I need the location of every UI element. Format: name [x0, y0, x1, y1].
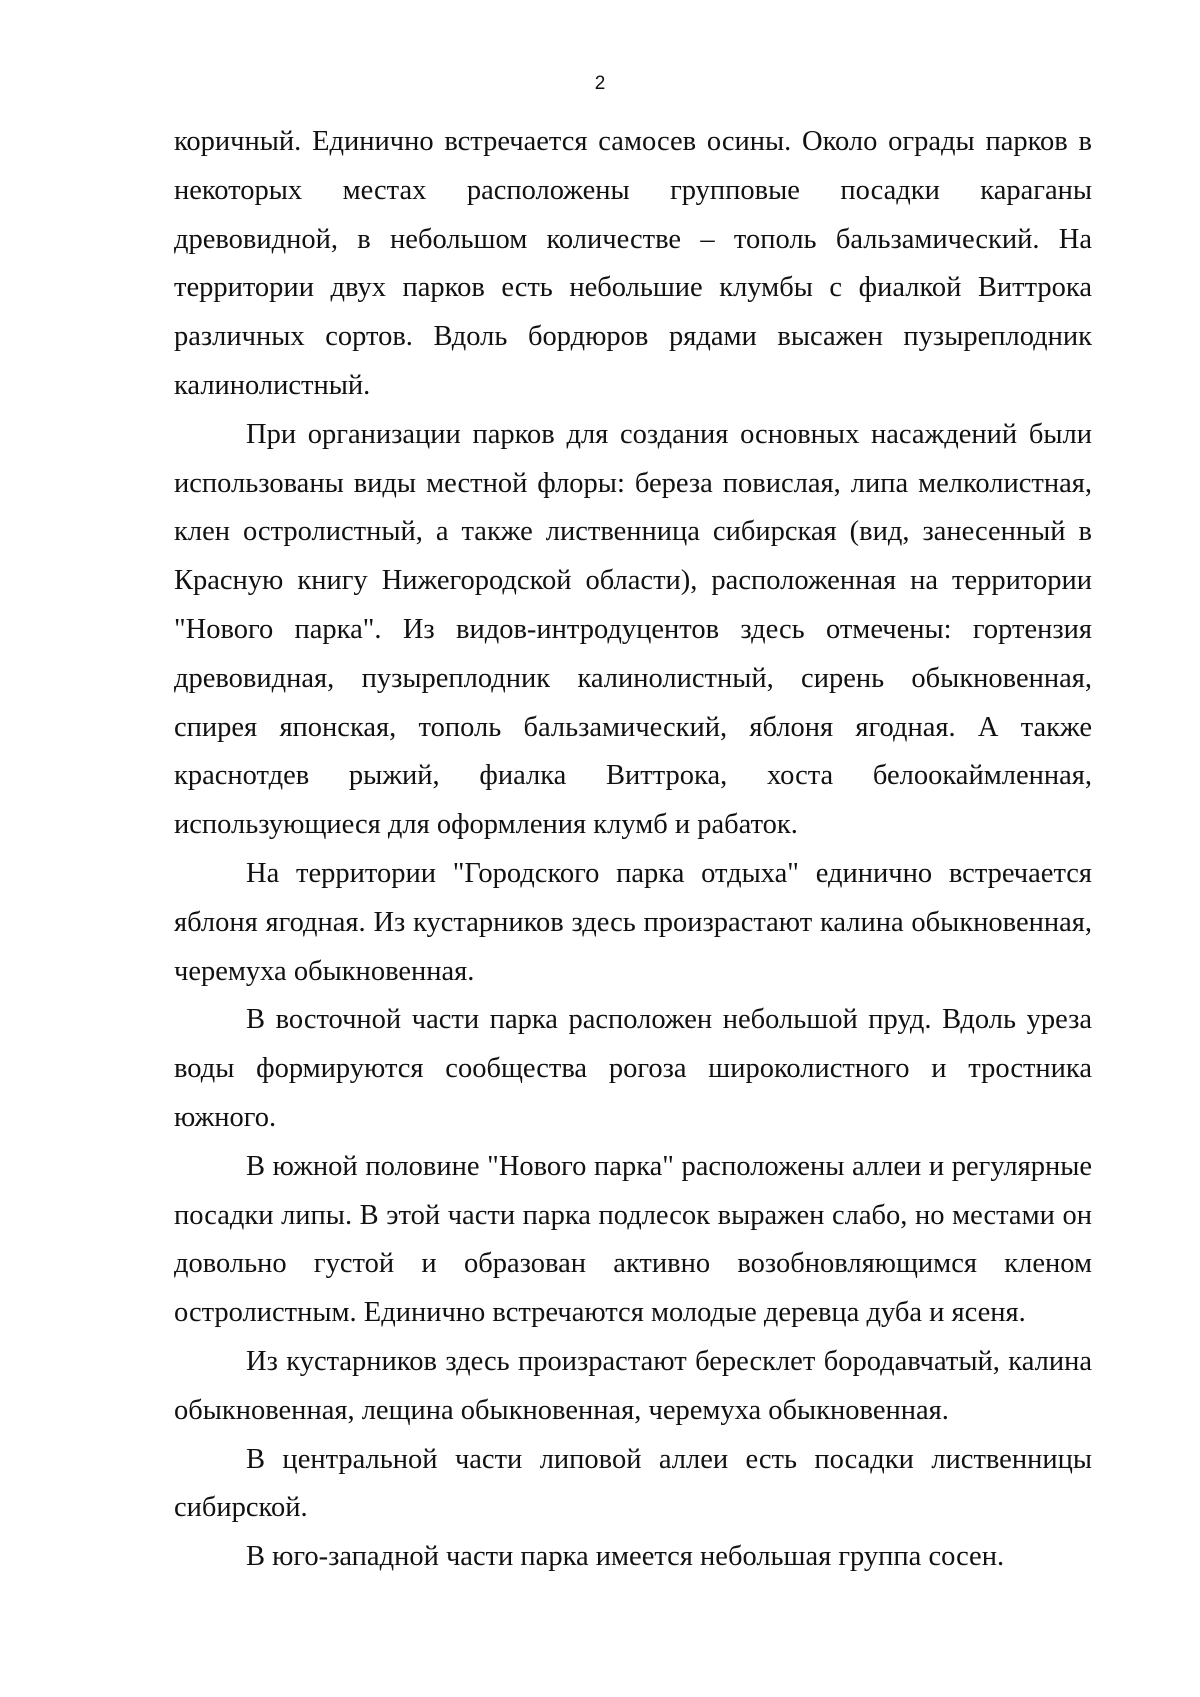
paragraph-6: Из кустарников здесь произрастают бересклет бородавчатый, калина обыкновенная, лещина обыкновенная, черемуха обыкновенная. [174, 1345, 1092, 1426]
document-body [174, 118, 1092, 1582]
paragraph-4: В восточной части парка расположен небольшой пруд. Вдоль уреза воды формируются сообщества рогоза широколистного и тростника южного. [174, 1004, 1092, 1133]
page-number: 2 [594, 73, 606, 94]
paragraph-7: В центральной части липовой аллеи есть посадки лиственницы сибирской. [174, 1443, 1092, 1524]
paragraph-2: При организации парков для создания основных насаждений были использованы виды местной флоры: береза повислая, липа мелколистная, клен остролистный, а также лиственница сибирская (вид, занесенный в Красную книгу Нижегородской области), расположенная на территории "Нового парка". Из видов-интродуцентов здесь отмечены: гортензия древовидная, пузыреплодник калинолистный, сирень обыкновенная, спирея японская, тополь бальзамический, яблоня ягодная. А также краснотдев рыжий, фиалка Виттрока, хоста белоокаймленная, использующиеся для оформления клумб и рабаток. [174, 418, 1092, 841]
paragraph-5: В южной половине "Нового парка" расположены аллеи и регулярные посадки липы. В этой части парка подлесок выражен слабо, но местами он довольно густой и образован активно возобновляющимся кленом остролистным. Единично встречаются молодые деревца дуба и ясеня. [174, 1150, 1092, 1329]
paragraph-8: В юго-западной части парка имеется небольшая группа сосен. [246, 1541, 1005, 1573]
paragraph-1: коричный. Единично встречается самосев осины. Около ограды парков в некоторых местах расположены групповые посадки караганы древовидной, в небольшом количестве – тополь бальзамический. На территории двух парков есть небольшие клумбы с фиалкой Виттрока различных сортов. Вдоль бордюров рядами высажен пузыреплодник калинолистный. [174, 126, 1092, 401]
paragraph-3: На территории "Городского парка отдыха" единично встречается яблоня ягодная. Из кустарников здесь произрастают калина обыкновенная, черемуха обыкновенная. [174, 857, 1092, 987]
